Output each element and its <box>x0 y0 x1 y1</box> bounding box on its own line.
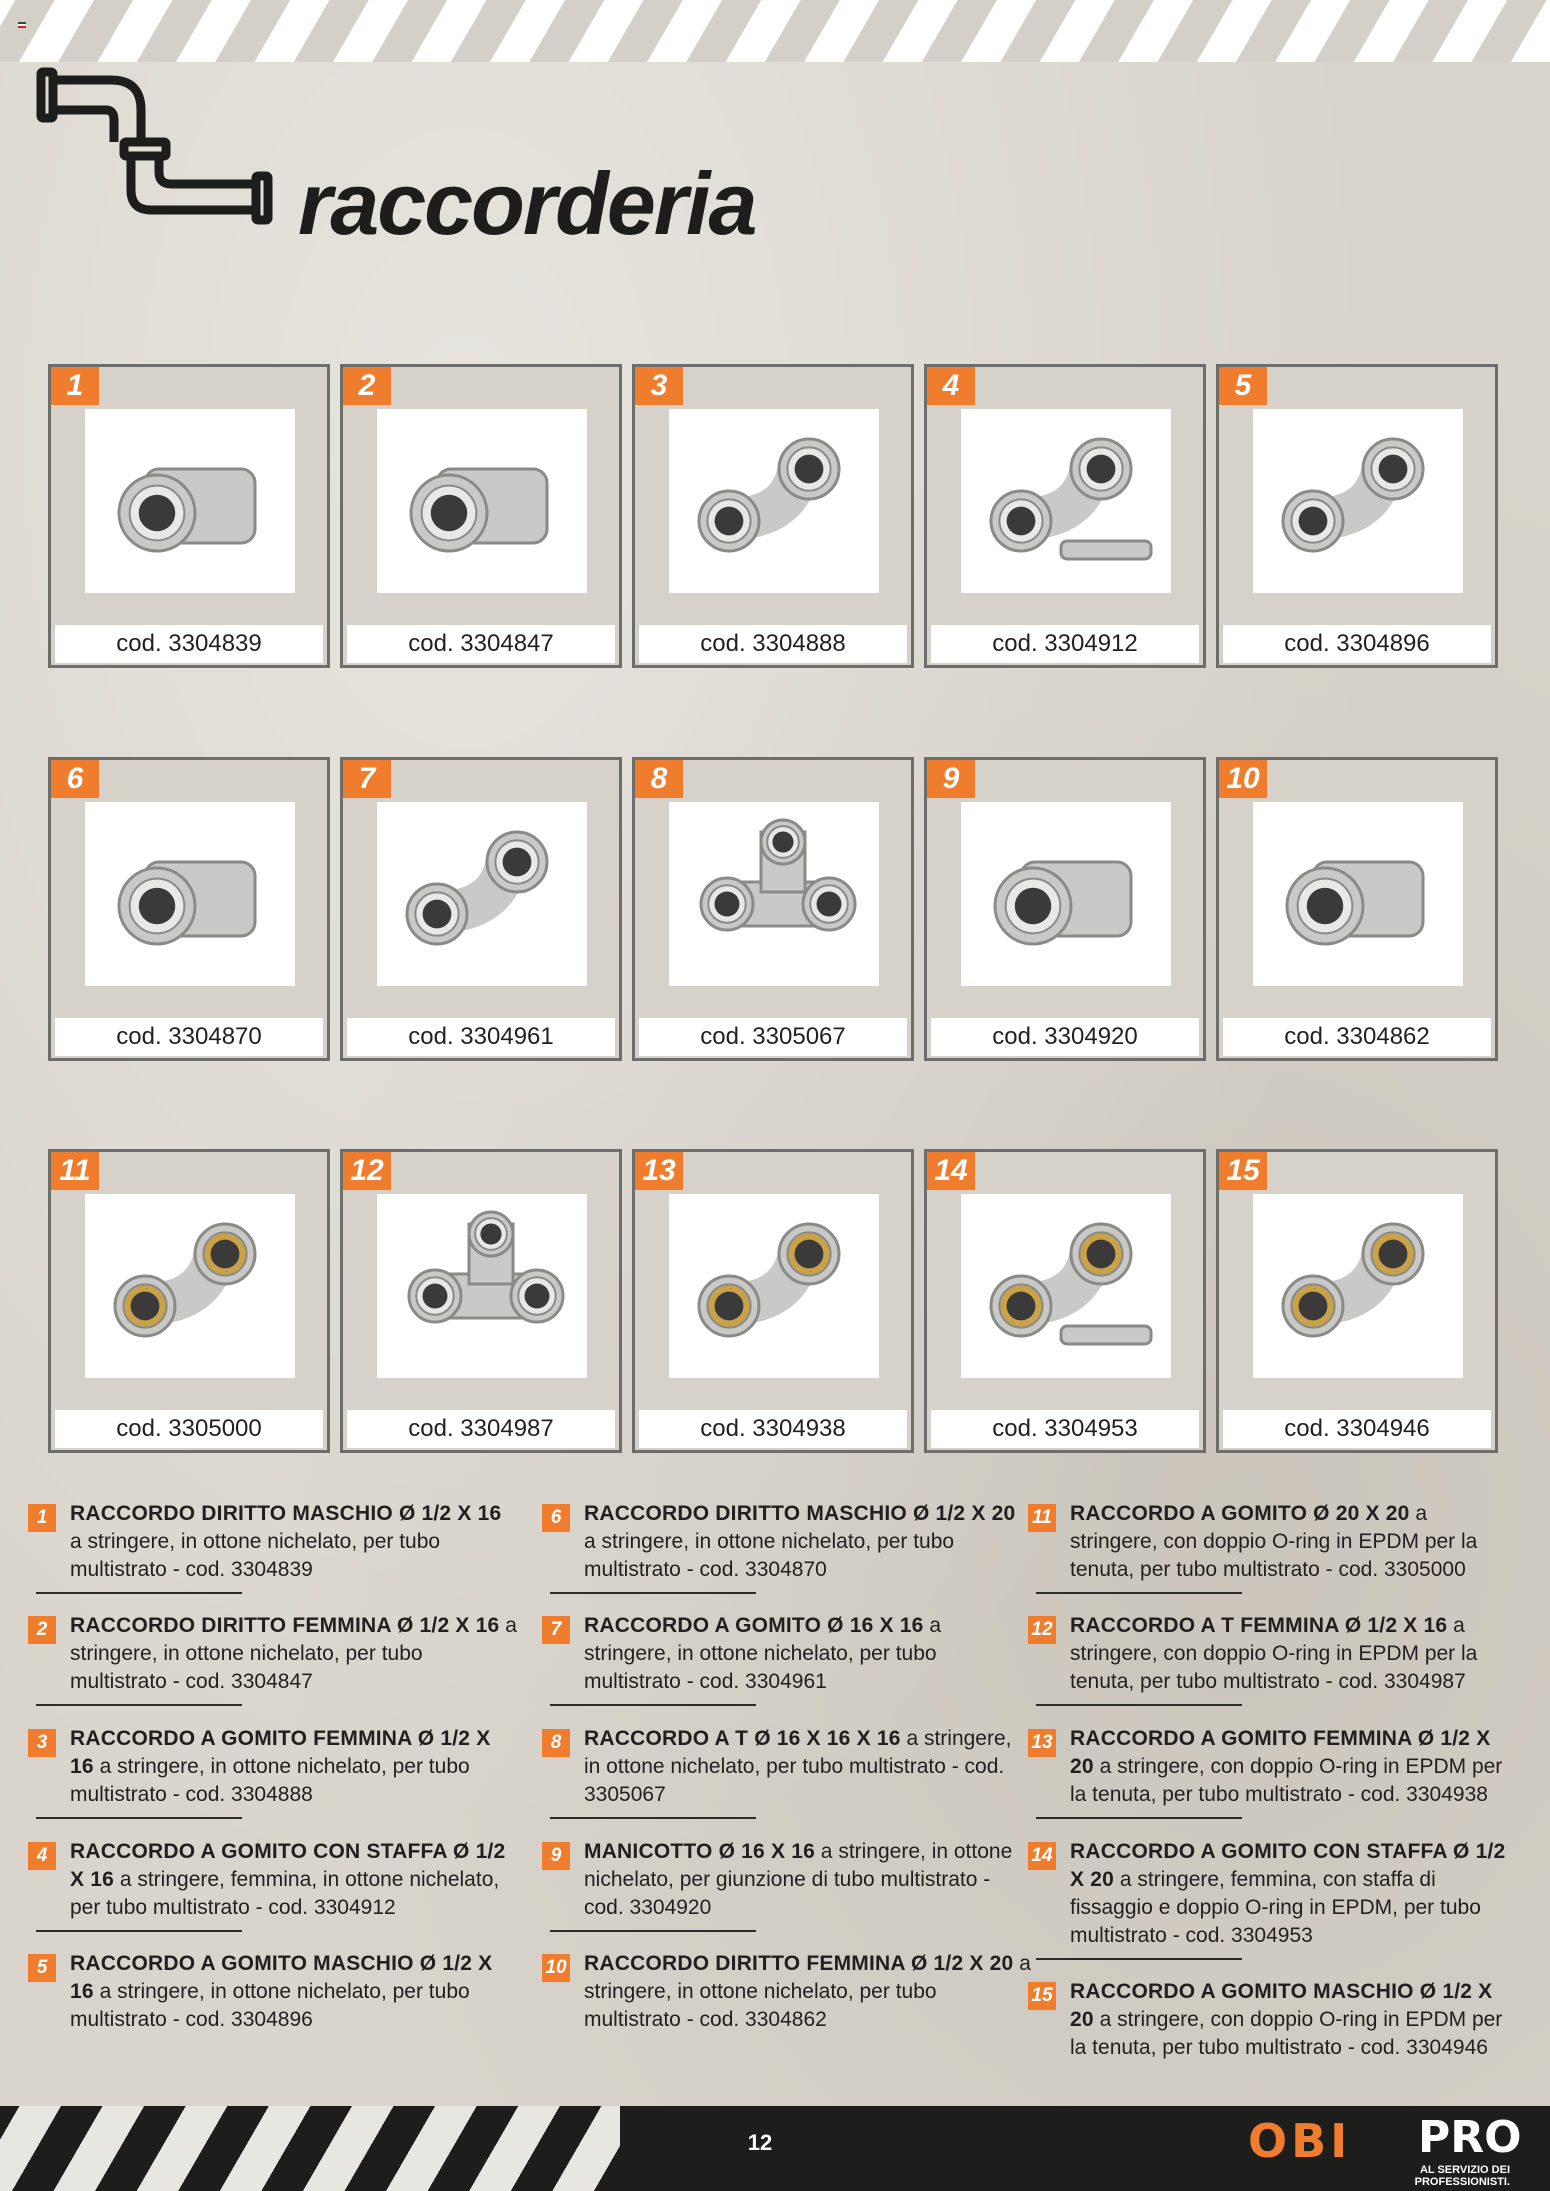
product-photo <box>669 1194 879 1378</box>
product-code: cod. 3304987 <box>347 1410 615 1448</box>
product-code: cod. 3304912 <box>931 625 1199 663</box>
description-body: a stringere, con doppio O-ring in EPDM per la tenuta, per tubo multistrato - cod. 3304938 <box>1070 1755 1503 1806</box>
product-number-badge: 5 <box>1219 367 1267 405</box>
product-card <box>924 757 1206 1061</box>
description-text <box>584 1725 1032 1809</box>
description-body: a stringere, in ottone nichelato, per tubo multistrato - cod. 3304888 <box>70 1755 470 1806</box>
product-code: cod. 3304847 <box>347 625 615 663</box>
product-card <box>48 364 330 668</box>
product-card <box>632 364 914 668</box>
product-number-badge: 6 <box>51 760 99 798</box>
product-code: cod. 3304961 <box>347 1018 615 1056</box>
product-number-badge: 9 <box>927 760 975 798</box>
description-title: MANICOTTO Ø 16 X 16 <box>584 1840 815 1863</box>
description-number-badge: 5 <box>28 1954 56 1982</box>
product-photo <box>669 409 879 593</box>
product-description <box>1028 1838 1518 1960</box>
pro-logo-suffix: PRO <box>1418 2112 1522 2163</box>
description-number-badge: 3 <box>28 1729 56 1757</box>
divider-line <box>36 1817 242 1819</box>
description-text <box>1070 1978 1518 2062</box>
product-code: cod. 3305000 <box>55 1410 323 1448</box>
description-number-badge: 2 <box>28 1616 56 1644</box>
description-title: RACCORDO A GOMITO CON STAFFA Ø 1/2 X 16 <box>70 1840 506 1891</box>
product-photo <box>1253 802 1463 986</box>
description-body: a stringere, con doppio O-ring in EPDM per la tenuta, per tubo multistrato - cod. 3304987 <box>1070 1614 1478 1693</box>
product-code: cod. 3304896 <box>1223 625 1491 663</box>
description-text <box>70 1838 518 1922</box>
divider-line <box>550 1817 756 1819</box>
description-body: a stringere, con doppio O-ring in EPDM per la tenuta, per tubo multistrato - cod. 3305000 <box>1070 1502 1478 1581</box>
product-code: cod. 3304920 <box>931 1018 1199 1056</box>
product-code: cod. 3304938 <box>639 1410 907 1448</box>
product-description <box>1028 1612 1518 1706</box>
page-title: raccorderia <box>298 154 756 253</box>
description-number-badge: 6 <box>542 1504 570 1532</box>
product-code: cod. 3304862 <box>1223 1018 1491 1056</box>
description-title: RACCORDO A GOMITO MASCHIO Ø 1/2 X 16 <box>70 1952 493 2003</box>
description-text <box>70 1612 518 1696</box>
product-number-badge: 8 <box>635 760 683 798</box>
product-photo <box>377 409 587 593</box>
description-number-badge: 8 <box>542 1729 570 1757</box>
product-number-badge: 12 <box>343 1152 391 1190</box>
description-body: a stringere, in ottone nichelato, per tubo multistrato - cod. 3304839 <box>70 1530 441 1581</box>
description-body: a stringere, in ottone nichelato, per tubo multistrato - cod. 3304847 <box>70 1614 517 1693</box>
description-body: a stringere, in ottone nichelato, per tubo multistrato - cod. 3305067 <box>584 1727 1012 1806</box>
description-number-badge: 10 <box>542 1954 570 1982</box>
product-card <box>1216 1149 1498 1453</box>
product-description <box>542 1725 1032 1819</box>
product-description <box>1028 1725 1518 1819</box>
description-number-badge: 9 <box>542 1842 570 1870</box>
description-title: RACCORDO A GOMITO FEMMINA Ø 1/2 X 16 <box>70 1727 491 1778</box>
description-title: RACCORDO A GOMITO FEMMINA Ø 1/2 X 20 <box>1070 1727 1491 1778</box>
product-card <box>340 757 622 1061</box>
description-text <box>70 1725 518 1809</box>
product-photo <box>85 409 295 593</box>
product-description <box>542 1500 1032 1594</box>
product-description <box>28 1612 518 1706</box>
divider-line <box>1036 1958 1242 1960</box>
description-text <box>584 1950 1032 2034</box>
product-number-badge: 4 <box>927 367 975 405</box>
description-text <box>70 1950 518 2034</box>
description-title: RACCORDO DIRITTO FEMMINA Ø 1/2 X 20 <box>584 1952 1014 1975</box>
product-photo <box>85 802 295 986</box>
product-description <box>28 1725 518 1819</box>
product-card <box>924 1149 1206 1453</box>
product-description <box>1028 1978 1518 2062</box>
description-text <box>1070 1612 1518 1696</box>
product-number-badge: 13 <box>635 1152 683 1190</box>
description-text <box>584 1500 1032 1584</box>
product-number-badge: 11 <box>51 1152 99 1190</box>
product-description <box>542 1950 1032 2034</box>
product-code: cod. 3304946 <box>1223 1410 1491 1448</box>
description-body: a stringere, con doppio O-ring in EPDM per la tenuta, per tubo multistrato - cod. 3304946 <box>1070 2008 1503 2059</box>
obi-logo: OBI <box>1248 2114 1352 2168</box>
product-code: cod. 3305067 <box>639 1018 907 1056</box>
description-title: RACCORDO A GOMITO Ø 20 X 20 <box>1070 1502 1410 1525</box>
product-number-badge: 15 <box>1219 1152 1267 1190</box>
description-title: RACCORDO DIRITTO MASCHIO Ø 1/2 X 16 <box>70 1502 502 1525</box>
divider-line <box>36 1704 242 1706</box>
product-card <box>340 1149 622 1453</box>
divider-line <box>1036 1817 1242 1819</box>
divider-line <box>36 1930 242 1932</box>
product-card <box>632 1149 914 1453</box>
description-title: RACCORDO A T FEMMINA Ø 1/2 X 16 <box>1070 1614 1448 1637</box>
divider-line <box>550 1930 756 1932</box>
description-body: a stringere, femmina, con staffa di fissaggio e doppio O-ring in EPDM, per tubo multistrato - cod. 3304953 <box>1070 1868 1481 1947</box>
description-number-badge: 12 <box>1028 1616 1056 1644</box>
product-card <box>924 364 1206 668</box>
product-photo <box>1253 1194 1463 1378</box>
description-title: RACCORDO A GOMITO Ø 16 X 16 <box>584 1614 924 1637</box>
description-text <box>1070 1838 1518 1950</box>
product-description <box>28 1838 518 1932</box>
description-body: a stringere, in ottone nichelato, per tubo multistrato - cod. 3304870 <box>584 1530 955 1581</box>
product-number-badge: 2 <box>343 367 391 405</box>
product-photo <box>669 802 879 986</box>
product-card <box>1216 757 1498 1061</box>
description-body: a stringere, in ottone nichelato, per giunzione di tubo multistrato - cod. 3304920 <box>584 1840 1013 1919</box>
product-photo <box>377 1194 587 1378</box>
logo-tagline: AL SERVIZIO DEI PROFESSIONISTI. <box>1414 2164 1510 2188</box>
description-body: a stringere, in ottone nichelato, per tubo multistrato - cod. 3304961 <box>584 1614 942 1693</box>
description-title: RACCORDO DIRITTO MASCHIO Ø 1/2 X 20 <box>584 1502 1016 1525</box>
description-text <box>1070 1725 1518 1809</box>
description-body: a stringere, in ottone nichelato, per tubo multistrato - cod. 3304896 <box>70 1980 470 2031</box>
product-description <box>28 1500 518 1594</box>
product-card <box>340 364 622 668</box>
product-code: cod. 3304839 <box>55 625 323 663</box>
product-card <box>48 1149 330 1453</box>
description-number-badge: 4 <box>28 1842 56 1870</box>
description-text <box>1070 1500 1518 1584</box>
footer-bar <box>620 2106 1150 2191</box>
product-code: cod. 3304870 <box>55 1018 323 1056</box>
product-number-badge: 14 <box>927 1152 975 1190</box>
product-number-badge: 3 <box>635 367 683 405</box>
product-number-badge: 7 <box>343 760 391 798</box>
description-number-badge: 14 <box>1028 1842 1056 1870</box>
product-description <box>1028 1500 1518 1594</box>
product-description <box>542 1838 1032 1932</box>
description-title: RACCORDO A T Ø 16 X 16 X 16 <box>584 1727 901 1750</box>
product-photo <box>85 1194 295 1378</box>
page-number: 12 <box>747 2130 773 2155</box>
product-number-badge: 1 <box>51 367 99 405</box>
product-code: cod. 3304888 <box>639 625 907 663</box>
product-description <box>542 1612 1032 1706</box>
product-photo <box>961 802 1171 986</box>
description-title: RACCORDO A GOMITO MASCHIO Ø 1/2 X 20 <box>1070 1980 1493 2031</box>
top-hazard-stripes <box>0 0 1550 62</box>
description-text <box>70 1500 518 1584</box>
description-text <box>584 1612 1032 1696</box>
description-number-badge: 7 <box>542 1616 570 1644</box>
product-description <box>28 1950 518 2034</box>
divider-line <box>550 1592 756 1594</box>
product-number-badge: 10 <box>1219 760 1267 798</box>
divider-line <box>550 1704 756 1706</box>
description-number-badge: 1 <box>28 1504 56 1532</box>
product-card <box>48 757 330 1061</box>
product-photo <box>961 1194 1171 1378</box>
description-text <box>584 1838 1032 1922</box>
description-number-badge: 15 <box>1028 1982 1056 2010</box>
product-card <box>1216 364 1498 668</box>
product-photo <box>961 409 1171 593</box>
description-number-badge: 11 <box>1028 1504 1056 1532</box>
product-code: cod. 3304953 <box>931 1410 1199 1448</box>
divider-line <box>1036 1704 1242 1706</box>
product-photo <box>377 802 587 986</box>
product-photo <box>1253 409 1463 593</box>
divider-line <box>36 1592 242 1594</box>
description-body: a stringere, in ottone nichelato, per tubo multistrato - cod. 3304862 <box>584 1952 1031 2031</box>
divider-line <box>1036 1592 1242 1594</box>
product-card <box>632 757 914 1061</box>
description-title: RACCORDO A GOMITO CON STAFFA Ø 1/2 X 20 <box>1070 1840 1506 1891</box>
pipe-icon <box>36 60 276 250</box>
description-title: RACCORDO DIRITTO FEMMINA Ø 1/2 X 16 <box>70 1614 500 1637</box>
italian-flag-icon <box>18 22 26 28</box>
description-body: a stringere, femmina, in ottone nichelato, per tubo multistrato - cod. 3304912 <box>70 1868 500 1919</box>
description-number-badge: 13 <box>1028 1729 1056 1757</box>
